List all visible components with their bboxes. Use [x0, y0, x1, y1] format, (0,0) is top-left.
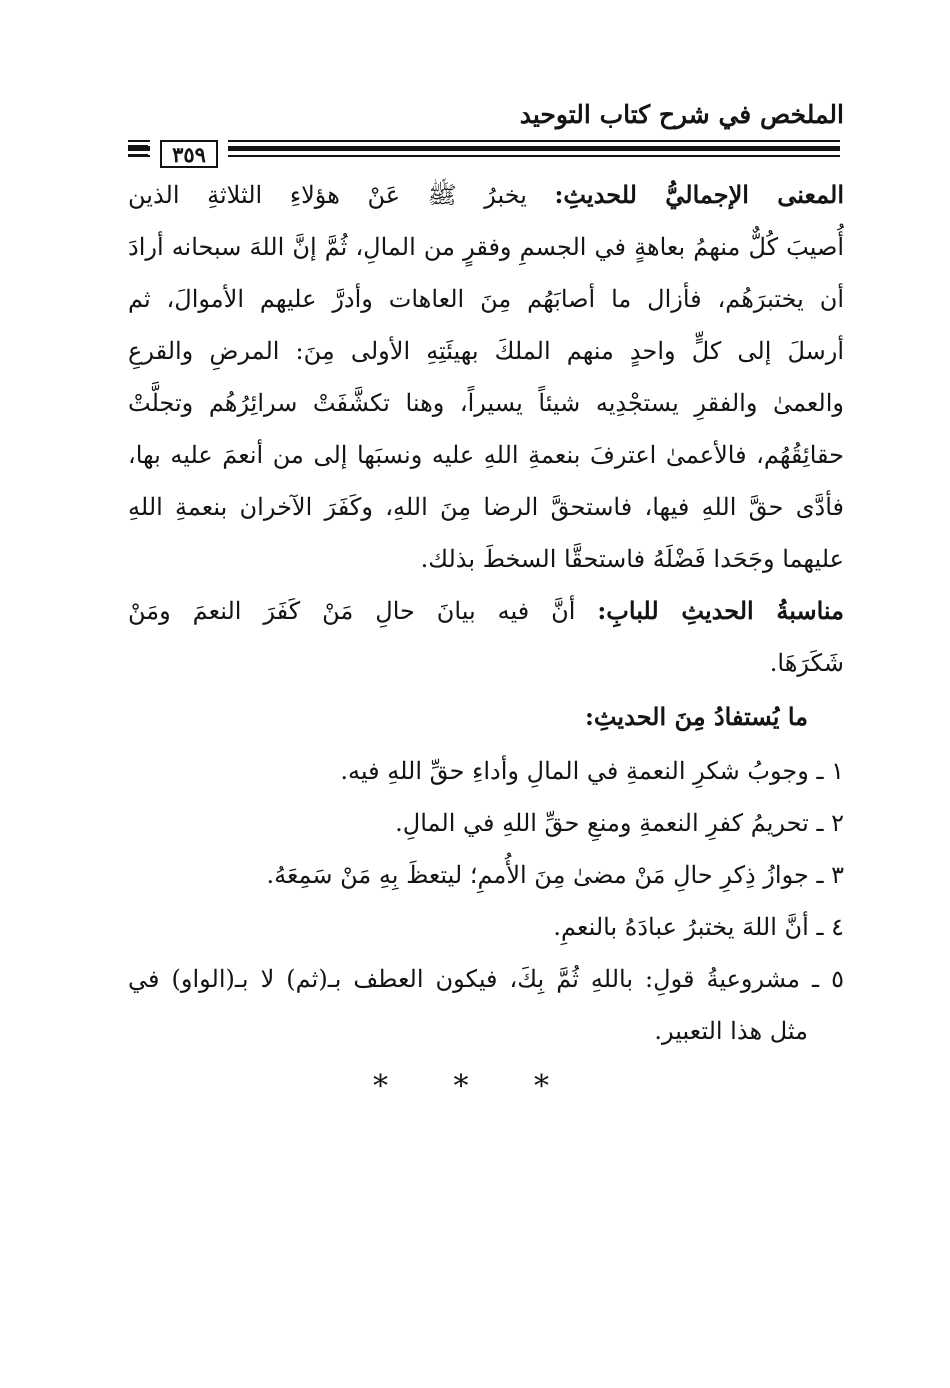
benefit-text: مشروعيةُ قولِ: باللهِ ثُمَّ بِكَ، فيكون العطف بـ(ثم) لا بـ(الواو) في [128, 965, 801, 993]
paragraph-1-line-4: أرسلَ إلى كلٍّ واحدٍ منهم الملكَ بهيئَتِهِ الأولى مِنَ: المرضِ والقرعِ [128, 337, 844, 365]
benefit-number: ٥ ـ [812, 965, 844, 993]
ornament-stars: * * * [372, 1069, 578, 1104]
paragraph-1-line-5: والعمىٰ والفقرِ يستجْدِيه شيئاً يسيراً، وهنا تكشَّفَتْ سرائِرُهُم وتجلَّتْ [128, 389, 844, 417]
paragraph-1-line-3: أن يختبرَهُم، فأزال ما أصابَهُم مِنَ العاهات وأدرَّ عليهم الأموالَ، ثم [128, 285, 844, 313]
paragraph-2-heading: مناسبةُ الحديثِ للبابِ: [597, 596, 844, 625]
benefit-number: ١ ـ [816, 757, 844, 785]
page-number: ٣٥٩ [160, 140, 218, 168]
paragraph-1-line-2: أُصيبَ كُلٌّ منهمُ بعاهةٍ في الجسمِ وفقرٍ من المالِ، ثُمَّ إنَّ اللهَ سبحانه أرادَ [128, 233, 844, 261]
paragraph-2-line-1 [128, 596, 844, 625]
benefit-text: أنَّ اللهَ يختبرُ عبادَهُ بالنعمِ. [553, 913, 809, 941]
paragraph-2-line-2: شَكَرَهَا. [769, 649, 844, 677]
header-rule-thin-2 [128, 155, 840, 157]
paragraph-1-line-7: فأدَّى حقَّ اللهِ فيها، فاستحقَّ الرضا مِنَ اللهِ، وكَفَرَ الآخران بنعمةِ اللهِ [128, 493, 844, 521]
benefit-number: ٤ ـ [816, 913, 844, 941]
benefit-item-1 [340, 759, 844, 783]
benefit-item-3 [266, 863, 844, 887]
paragraph-1-line-8: عليهما وجَحَدا فَضْلَهُ فاستحقَّا السخطَ بذلك. [420, 545, 844, 573]
benefit-item-5 [128, 967, 844, 991]
header-rule-thick [128, 146, 840, 151]
paragraph-1-line-6: حقائِقُهُم، فالأعمىٰ اعترفَ بنعمةِ اللهِ عليه ونسبَها إلى من أنعمَ عليه بها، [128, 441, 844, 469]
paragraph-1-line-1 [128, 180, 844, 209]
benefits-heading: ما يُستفادُ مِنَ الحديثِ: [584, 702, 808, 731]
benefit-text: جوازُ ذِكرِ حالِ مَنْ مضىٰ مِنَ الأُممِ؛ ليتعظَ بِهِ مَنْ سَمِعَهُ. [266, 861, 809, 889]
benefit-text: وجوبُ شكرِ النعمةِ في المالِ وأداءِ حقِّ اللهِ فيه. [340, 757, 809, 785]
benefit-item-5-continuation: مثل هذا التعبير. [654, 1017, 808, 1045]
folio-rule-stub [128, 145, 148, 150]
benefit-number: ٢ ـ [816, 809, 844, 837]
paragraph-2-line-1-text: أنَّ فيه بيانَ حالِ مَنْ كَفَرَ النعمَ ومَنْ [128, 597, 576, 625]
benefit-item-4 [553, 915, 844, 939]
folio-rule-stub-2 [128, 154, 148, 157]
paragraph-1-heading: المعنى الإجماليُّ للحديثِ: [554, 180, 844, 209]
benefit-text: تحريمُ كفرِ النعمةِ ومنعِ حقِّ اللهِ في المالِ. [395, 809, 809, 837]
running-title: الملخص في شرح كتاب التوحيد [519, 100, 844, 129]
paragraph-1-line-1-text: يخبرُ ﷺ عَنْ هؤلاءِ الثلاثةِ الذين [128, 181, 527, 209]
benefit-number: ٣ ـ [816, 861, 844, 889]
header-rule-thin [128, 140, 840, 142]
benefit-item-2 [395, 811, 844, 835]
